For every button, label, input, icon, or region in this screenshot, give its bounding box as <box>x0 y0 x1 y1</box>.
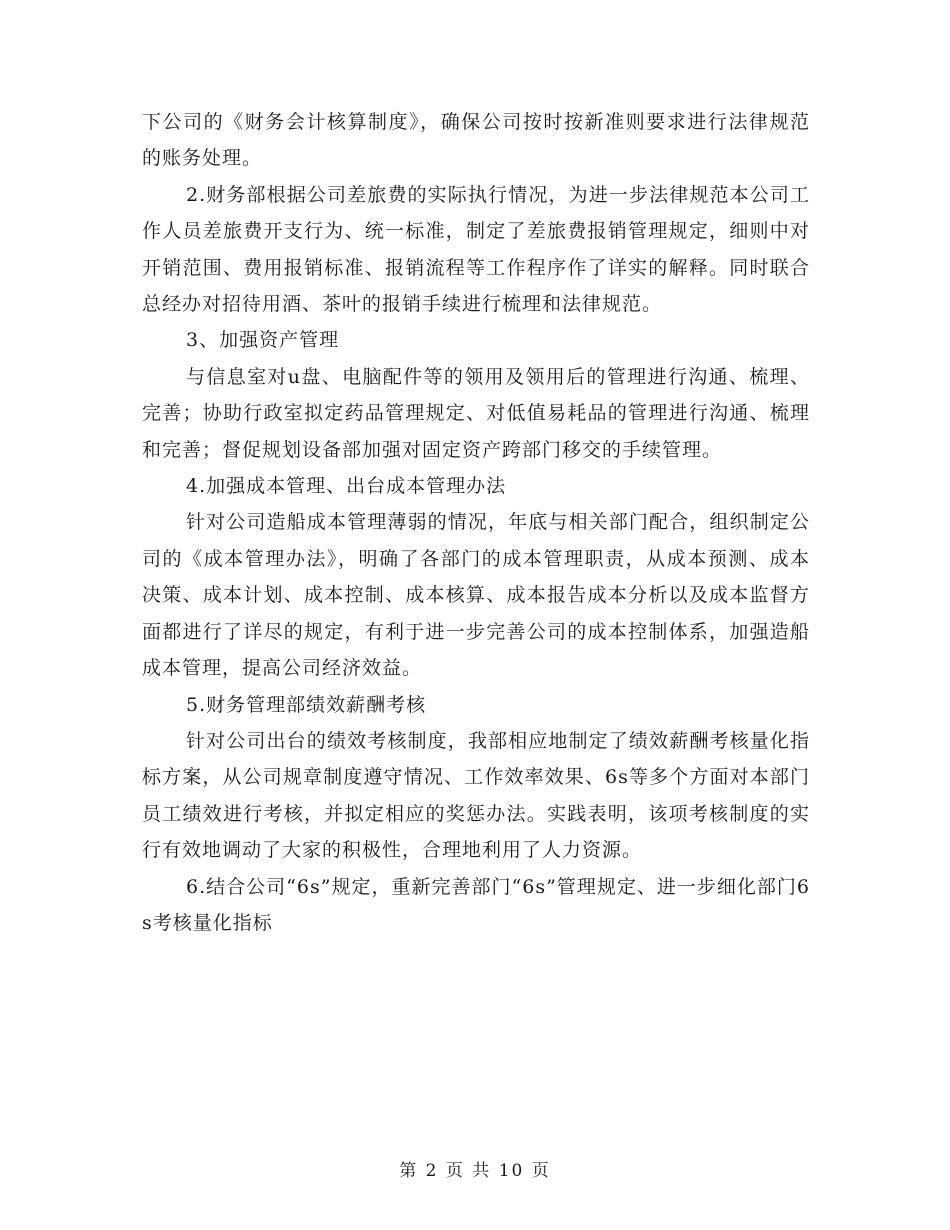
paragraph-2: 2.财务部根据公司差旅费的实际执行情况，为进一步法律规范本公司工作人员差旅费开支行为、统一标准，制定了差旅费报销管理规定，细则中对开销范围、费用报销标准、报销流程等工作程序作了详实的解释。同时联合总经办对招待用酒、茶叶的报销手续进行梳理和法律规范。 <box>142 183 810 316</box>
paragraph-5: 针对公司出台的绩效考核制度，我部相应地制定了绩效薪酬考核量化指标方案，从公司规章制度遵守情况、工作效率效果、6s等多个方面对本部门员工绩效进行考核，并拟定相应的奖惩办法。实践表明，该项考核制度的实行有效地调动了大家的积极性，合理地利用了人力资源。 <box>142 729 810 862</box>
page-footer <box>0 1156 950 1181</box>
document-body <box>142 104 810 941</box>
paragraph-3: 与信息室对u盘、电脑配件等的领用及领用后的管理进行沟通、梳理、完善；协助行政室拟定药品管理规定、对低值易耗品的管理进行沟通、梳理和完善；督促规划设备部加强对固定资产跨部门移交的手续管理。 <box>142 365 810 461</box>
section-heading-3: 3、加强资产管理 <box>186 329 340 352</box>
section-heading-4: 4.加强成本管理、出台成本管理办法 <box>186 475 507 498</box>
paragraph-6: 6.结合公司“6s”规定，重新完善部门“6s”管理规定、进一步细化部门6s考核量化指标 <box>142 875 810 934</box>
paragraph-4: 针对公司造船成本管理薄弱的情况，年底与相关部门配合，组织制定公司的《成本管理办法》，明确了各部门的成本管理职责，从成本预测、成本决策、成本计划、成本控制、成本核算、成本报告成本分析以及成本监督方面都进行了详尽的规定，有利于进一步完善公司的成本控制体系，加强造船成本管理，提高公司经济效益。 <box>142 511 810 680</box>
section-heading-5: 5.财务管理部绩效薪酬考核 <box>186 693 427 716</box>
paragraph-1: 下公司的《财务会计核算制度》，确保公司按时按新准则要求进行法律规范的账务处理。 <box>142 111 810 170</box>
page-number: 第 2 页 共 10 页 <box>399 1161 551 1181</box>
